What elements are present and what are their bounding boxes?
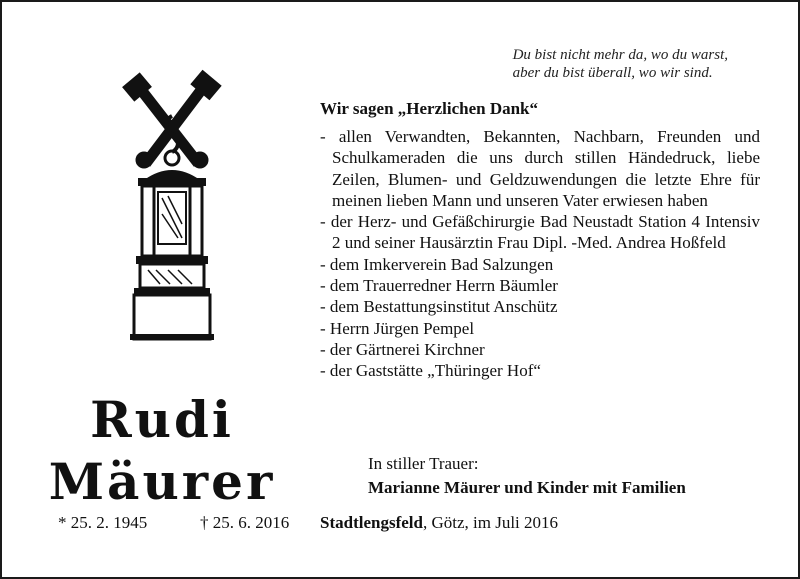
- quote-line-2: aber du bist überall, wo wir sind.: [512, 65, 713, 81]
- thanks-item: - der Gärtnerei Kirchner: [320, 339, 485, 359]
- thanks-item: - dem Imkerverein Bad Salzungen: [320, 254, 554, 274]
- deceased-first-name: Rudi: [90, 390, 234, 449]
- thanks-item: - allen Verwandten, Bekannten, Nachbarn, Freunden und Schulkameraden die uns durch stillen Händedruck, liebe Zeilen, Blumen- und Geldzuwendungen die letzte Ehre für meinen lieben Mann und unseren Vater erwiesen haben: [320, 127, 760, 210]
- thanks-item: - der Herz- und Gefäßchirurgie Bad Neustadt Station 4 Intensiv 2 und seiner Hausärztin Frau Dipl. -Med. Andrea Hoßfeld: [320, 212, 760, 253]
- place-town: Stadtlengsfeld: [320, 513, 423, 532]
- miner-lamp-emblem-icon: [120, 64, 224, 342]
- quote-line-1: Du bist nicht mehr da, wo du warst,: [512, 47, 728, 63]
- thanks-item: - der Gaststätte „Thüringer Hof“: [320, 361, 541, 381]
- thanks-item: - dem Bestattungsinstitut Anschütz: [320, 297, 558, 317]
- deceased-last-name: Mäurer: [48, 452, 276, 511]
- place-date-line: [320, 512, 558, 534]
- thanks-item: - Herrn Jürgen Pempel: [320, 318, 475, 338]
- mourning-family: Marianne Mäurer und Kinder mit Familien: [368, 478, 686, 497]
- death-date: † 25. 6. 2016: [200, 513, 290, 532]
- place-rest: , Götz, im Juli 2016: [422, 513, 559, 532]
- thanks-heading: Wir sagen „Herzlichen Dank“: [320, 99, 539, 118]
- mourning-intro: In stiller Trauer:: [368, 454, 479, 473]
- quote: [513, 46, 728, 82]
- birth-date: * 25. 2. 1945: [58, 513, 148, 532]
- thanks-item: - dem Trauerredner Herrn Bäumler: [320, 276, 558, 296]
- thanks-list: [320, 126, 760, 382]
